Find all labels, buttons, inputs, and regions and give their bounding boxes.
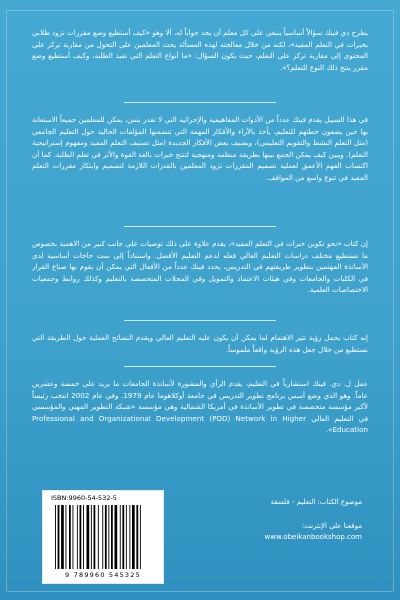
barcode-bar (105, 505, 107, 569)
divider (124, 102, 276, 103)
barcode-bar (102, 505, 103, 569)
website-url: www.obeikanbookshop.com (264, 533, 362, 541)
paragraph-tools: في هذا السبيل يقدم فينك عدداً من الأدوات المفاهيمية والإجرائية التي لا تقدر بثمن، يمكن للمعلمين جميعاً الاستعانة بها حين يضعون خطتهم للتعليم، يأخذ بالآراء والأفكار المهمة التي تتضمنها المؤلفات الحالية حول التعليم الجامعي (مثل التعلم النشط والتقويم التعليمي)، ويضيف بعض الأفكار الجديدة (مثل تصنيف التعلم المفيد ومفهوم إستراتيجية التعلم). ويبين كيف يمكن الجمع بينها بطريقة منظمة ومنهجية لتنتج خبرات بالغة القوة والأثر في تعلم الطلبة. كما أن اكتساب الفهم الأعمق لعملية تصميم المقررات تزود المعلمين بالقدرات اللازمة لتصميم وابتكار مقررات التعلم المفيد في تنوع واسع من المواقف. (32, 115, 368, 182)
book-subject: موضوع الكتاب: التعليم - فلسفة (270, 498, 362, 506)
barcode-bar (122, 505, 124, 569)
barcode-bar (87, 505, 90, 569)
author-bio-text: عمل ل. دي. فينك استشارياً في التعليم، يقدم الرأي والمشورة لأساتذة الجامعات ما يزيد على خمسة وعشرين عاماً. وهو الذي وضع أسس برنامج تطوير التدريس في جامعة أوكلاهوما عام 1979. وفي عام 2002 انتخب رئيساً لأكبر مؤسسة متخصصة في تطوير الأساتذة في أمريكا الشمالية وهي مؤسسة «شبكة التطوير المهني والمؤسسي في التعليم العالي (32, 379, 369, 423)
barcode-bar (80, 505, 82, 569)
barcode-bar (111, 505, 113, 569)
barcode-bar (108, 505, 109, 569)
barcode-bar (132, 505, 135, 569)
barcode-bar (120, 505, 121, 569)
barcode-bar (140, 505, 141, 569)
online-label: موقعنا على الإنترنت: (301, 522, 362, 530)
barcode-bar (69, 505, 71, 569)
barcode-bar (83, 505, 84, 569)
divider (124, 320, 276, 321)
barcode-bar (66, 505, 67, 569)
barcode (53, 505, 153, 569)
isbn-label: ISBN:9960-54-532-5 (51, 494, 117, 502)
barcode-bar (77, 505, 78, 569)
barcode-bar (55, 505, 56, 569)
paragraph-recommendations: إن كتاب «نحو تكوين خبرات في التعلم المفيد»، يقدم علاوة على ذلك توصيات على جانب كبير من الاهمية بخصوص ما تستطيع مختلف دراسات التعليم العالي فعله لدعم التعليم الأفضل. واستناداً إلى ست حاجات أساسية لدى الأساتذة المهتمين بتطوير طريقتهم في التدريس، يحدد فينك عدداً من الأفعال التي يمكن أن يقوم بها صناع القرار في الكليات والجامعات وفي هيئات الاعتماد والتمويل وفي المجلات المتخصصة بالتعليم وكذلك روابط وجمعيات الاختصاصات العلمية. (32, 239, 368, 294)
barcode-digits: 9 789960 545325 (65, 571, 141, 579)
barcode-bar (136, 505, 138, 569)
paragraph-intro: يطرح دي فينك سؤالاً أساسياً ينبغي على كل معلم أن يجد جواباً له، ألا وهو «كيف أستطيع وضع مقررات تزود طلابي بخبرات في التعلم المفيد»، لكنه من خلال معالجته لهذه المسألة يحث المعلمين على التحول من مقاربة تركز على المحتوى إلى مقاربة تركز على التعلم، حيث يكون السؤال: «ما أنواع التعلم التي تفيد الطلبة، وكيف أستطيع وضع مقرر ينتج ذلك النوع للتعلم؟». (32, 28, 368, 72)
barcode-bar (91, 505, 92, 569)
divider (124, 226, 276, 227)
barcode-bar (58, 505, 60, 569)
isbn-barcode-box (42, 490, 164, 584)
barcode-bar (94, 505, 96, 569)
barcode-bar (61, 505, 64, 569)
author-bio-end: ». (325, 425, 333, 434)
barcode-bar (73, 505, 74, 569)
divider (124, 366, 276, 367)
barcode-bar (98, 505, 99, 569)
paragraph-author-bio (32, 378, 368, 436)
author-bio-latin: Professional and Organizational Development (POD) Network in Higher Education (32, 413, 368, 434)
barcode-bar (129, 505, 130, 569)
barcode-bar (126, 505, 127, 569)
paragraph-vision: إنه كتاب يحمل رؤية تثير الاهتمام لما يمكن أن يكون عليه التعليم العالي ويقدم النصائح العملية حول الطريقة التي نستطيع من خلال جعل هذه الرؤية واقعاً ملموساً. (32, 333, 368, 354)
barcode-bar (115, 505, 118, 569)
